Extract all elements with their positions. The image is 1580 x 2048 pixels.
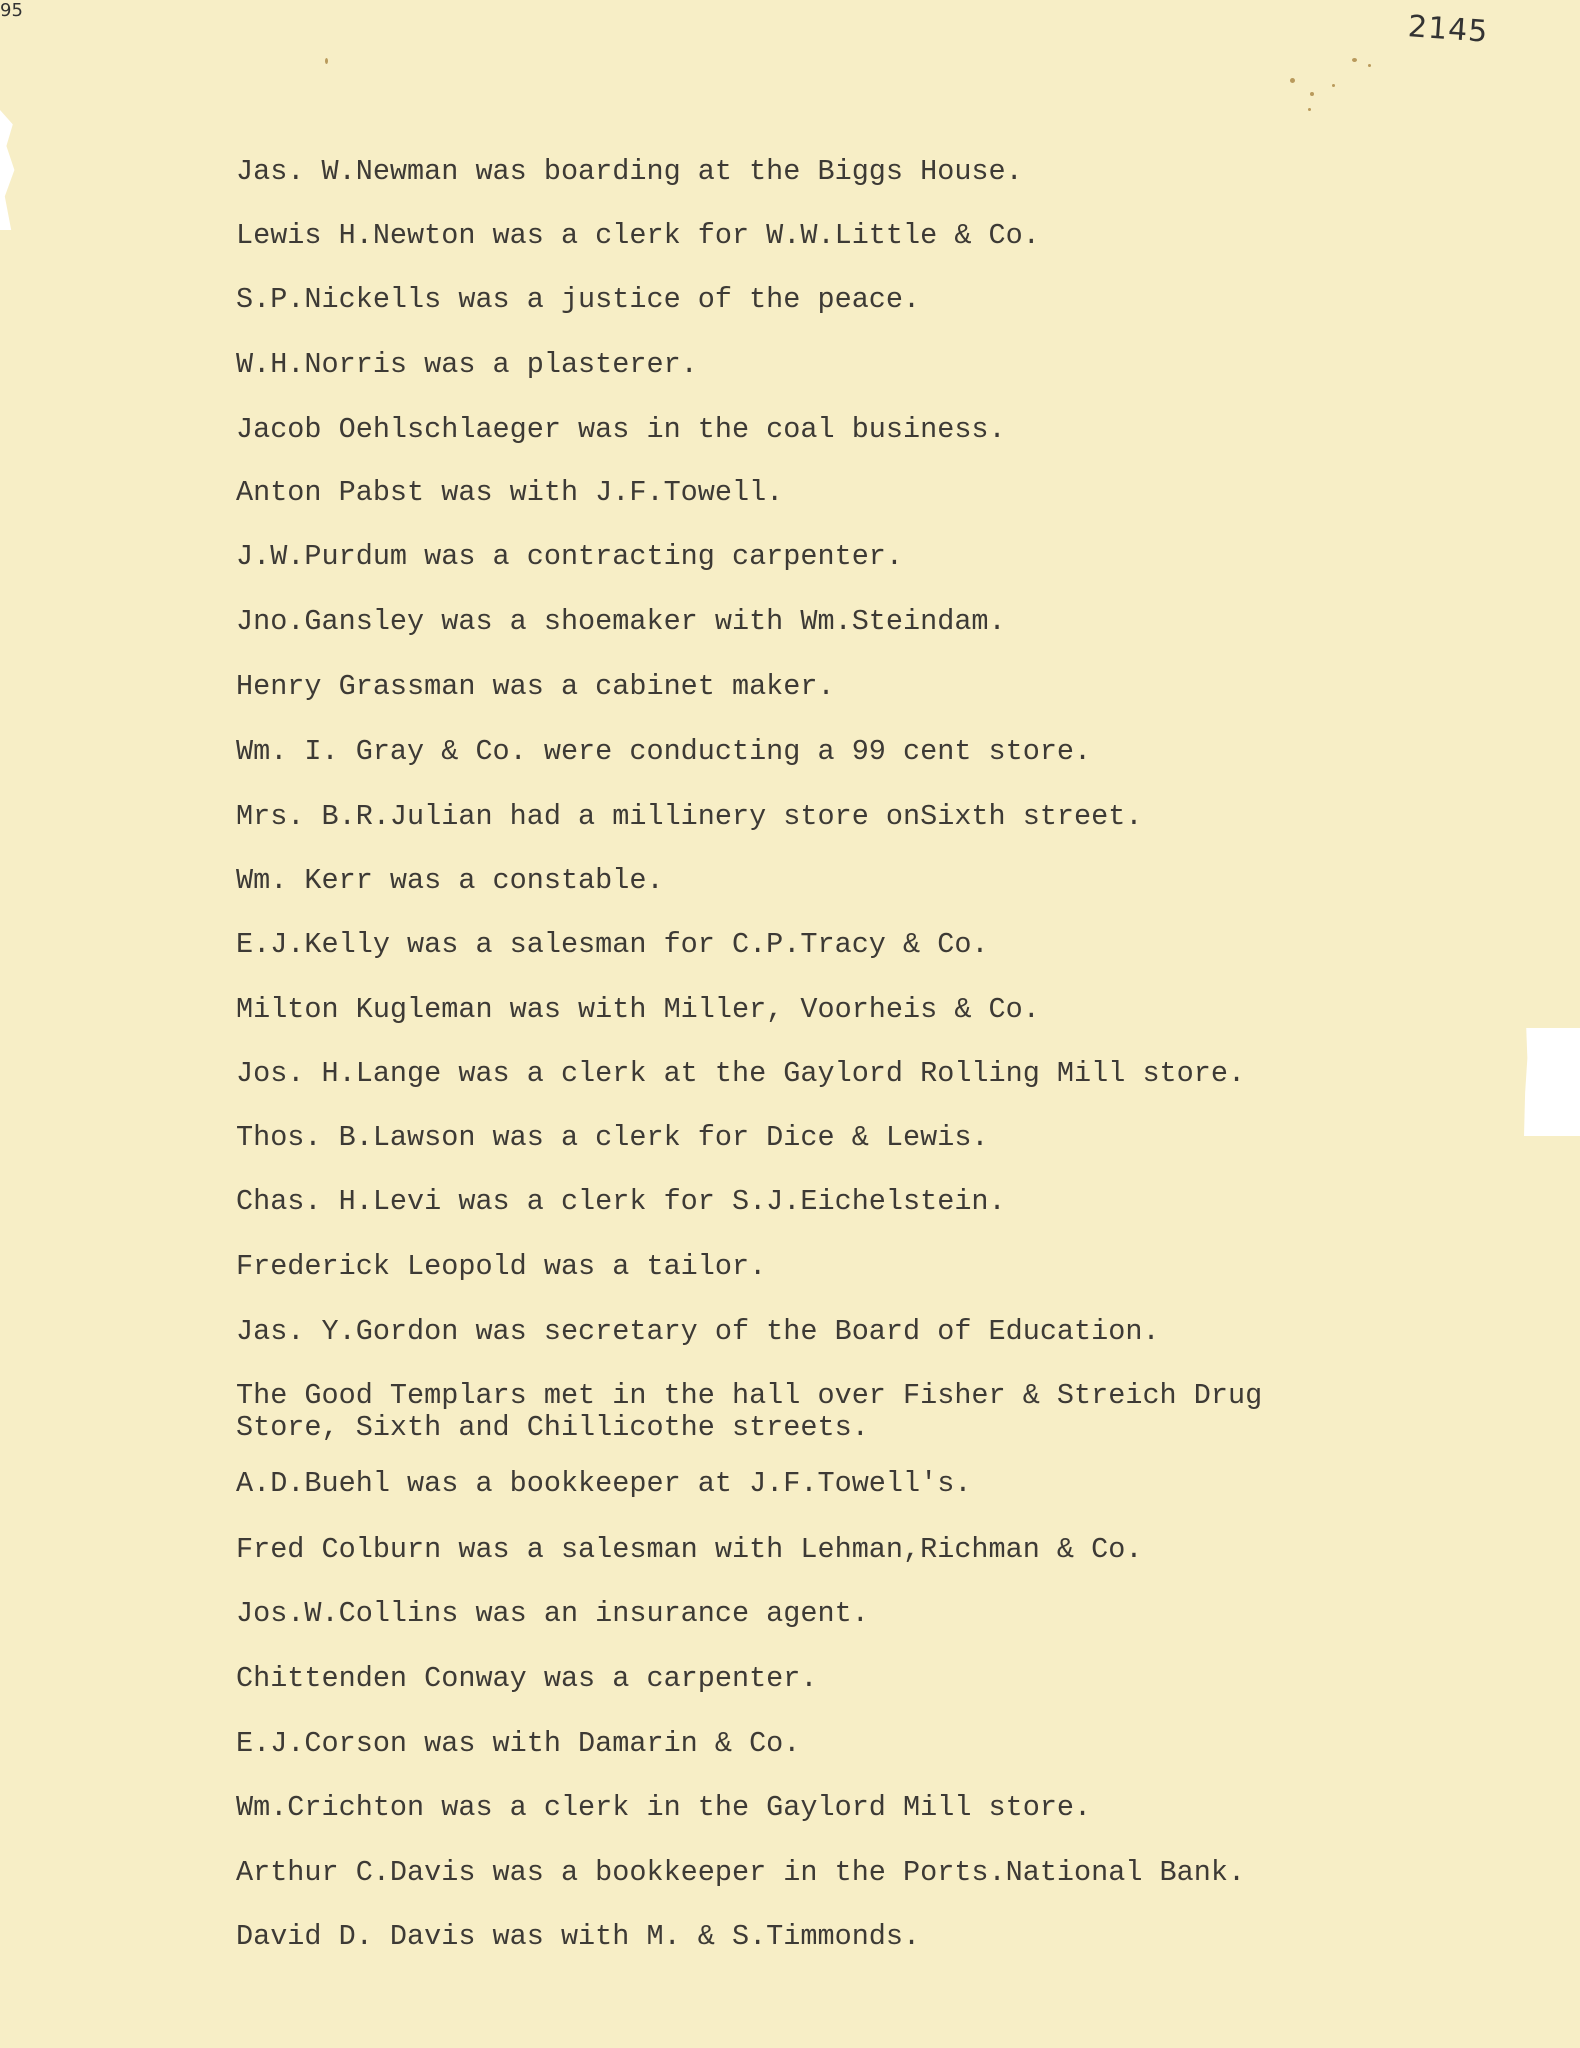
entry-line: J.W.Purdum was a contracting carpenter.	[236, 540, 904, 573]
entry	[236, 736, 1091, 768]
entry-line: S.P.Nickells was a justice of the peace.	[236, 283, 921, 316]
torn-edge-left	[0, 110, 16, 230]
entry-line: Milton Kugleman was with Miller, Voorheis & Co.	[236, 993, 1040, 1026]
entry	[236, 929, 989, 961]
entry-line: Fred Colburn was a salesman with Lehman,Richman & Co.	[236, 1533, 1143, 1566]
entry-line: A.D.Buehl was a bookkeeper at J.F.Towell's.	[236, 1467, 972, 1500]
entry	[236, 414, 1006, 446]
corner-mark: 95	[0, 0, 23, 21]
entry	[236, 1186, 1006, 1218]
entry-line: Jos. H.Lange was a clerk at the Gaylord Rolling Mill store.	[236, 1057, 1246, 1090]
paper-speck	[1290, 78, 1295, 83]
entry-line: Jas. W.Newman was boarding at the Biggs House.	[236, 155, 1023, 188]
entry-line: E.J.Corson was with Damarin & Co.	[236, 1727, 801, 1760]
entry-line: Mrs. B.R.Julian had a millinery store onSixth street.	[236, 800, 1143, 833]
entry-line: Store, Sixth and Chillicothe streets.	[236, 1411, 869, 1444]
entry-line: Wm. Kerr was a constable.	[236, 864, 664, 897]
entry	[236, 1728, 800, 1760]
entry	[236, 801, 1142, 833]
paper-speck	[1310, 92, 1314, 96]
entry-line: Jos.W.Collins was an insurance agent.	[236, 1597, 869, 1630]
entry	[236, 671, 835, 703]
entry	[236, 477, 783, 509]
entry	[236, 994, 1040, 1026]
entry-line: E.J.Kelly was a salesman for C.P.Tracy & Co.	[236, 928, 989, 961]
entry-line: The Good Templars met in the hall over Fisher & Streich Drug	[236, 1379, 1263, 1412]
entry-line: Anton Pabst was with J.F.Towell.	[236, 476, 784, 509]
entry	[236, 156, 1023, 188]
entry-line: David D. Davis was with M. & S.Timmonds.	[236, 1920, 921, 1953]
entry-line: Arthur C.Davis was a bookkeeper in the Ports.National Bank.	[236, 1856, 1246, 1889]
entry	[236, 1857, 1245, 1889]
paper-speck	[325, 58, 328, 64]
paper-speck	[1332, 84, 1335, 87]
entry-line: Chittenden Conway was a carpenter.	[236, 1662, 818, 1695]
entry	[236, 1792, 1091, 1824]
torn-edge-right	[1524, 1028, 1580, 1136]
entry	[236, 284, 920, 316]
entry	[236, 1316, 1160, 1348]
entry	[236, 1663, 818, 1695]
entry-line: Jacob Oehlschlaeger was in the coal business.	[236, 413, 1006, 446]
entry	[236, 1122, 989, 1154]
entry	[236, 865, 664, 897]
entry-line: Wm. I. Gray & Co. were conducting a 99 cent store.	[236, 735, 1092, 768]
entry	[236, 1468, 971, 1500]
entry	[236, 1251, 766, 1283]
entry	[236, 1058, 1245, 1090]
entry-line: Wm.Crichton was a clerk in the Gaylord Mill store.	[236, 1791, 1092, 1824]
entry-line: Henry Grassman was a cabinet maker.	[236, 670, 835, 703]
paper-speck	[1308, 108, 1311, 111]
page-number: 2145	[1406, 9, 1490, 50]
entry	[236, 1921, 920, 1953]
entry	[236, 1598, 869, 1630]
entry-line: Jas. Y.Gordon was secretary of the Board of Education.	[236, 1315, 1160, 1348]
entry-line: W.H.Norris was a plasterer.	[236, 348, 698, 381]
entry	[236, 541, 903, 573]
entry-line: Thos. B.Lawson was a clerk for Dice & Lewis.	[236, 1121, 989, 1154]
entry	[236, 349, 698, 381]
entry	[236, 1380, 1262, 1444]
paper-speck	[1352, 58, 1357, 62]
entry-line: Jno.Gansley was a shoemaker with Wm.Steindam.	[236, 605, 1006, 638]
entry	[236, 606, 1006, 638]
entry-line: Chas. H.Levi was a clerk for S.J.Eichelstein.	[236, 1185, 1006, 1218]
entry-line: Lewis H.Newton was a clerk for W.W.Little & Co.	[236, 219, 1040, 252]
paper-speck	[1368, 64, 1371, 67]
entry	[236, 220, 1040, 252]
entry-line: Frederick Leopold was a tailor.	[236, 1250, 767, 1283]
entry	[236, 1534, 1142, 1566]
